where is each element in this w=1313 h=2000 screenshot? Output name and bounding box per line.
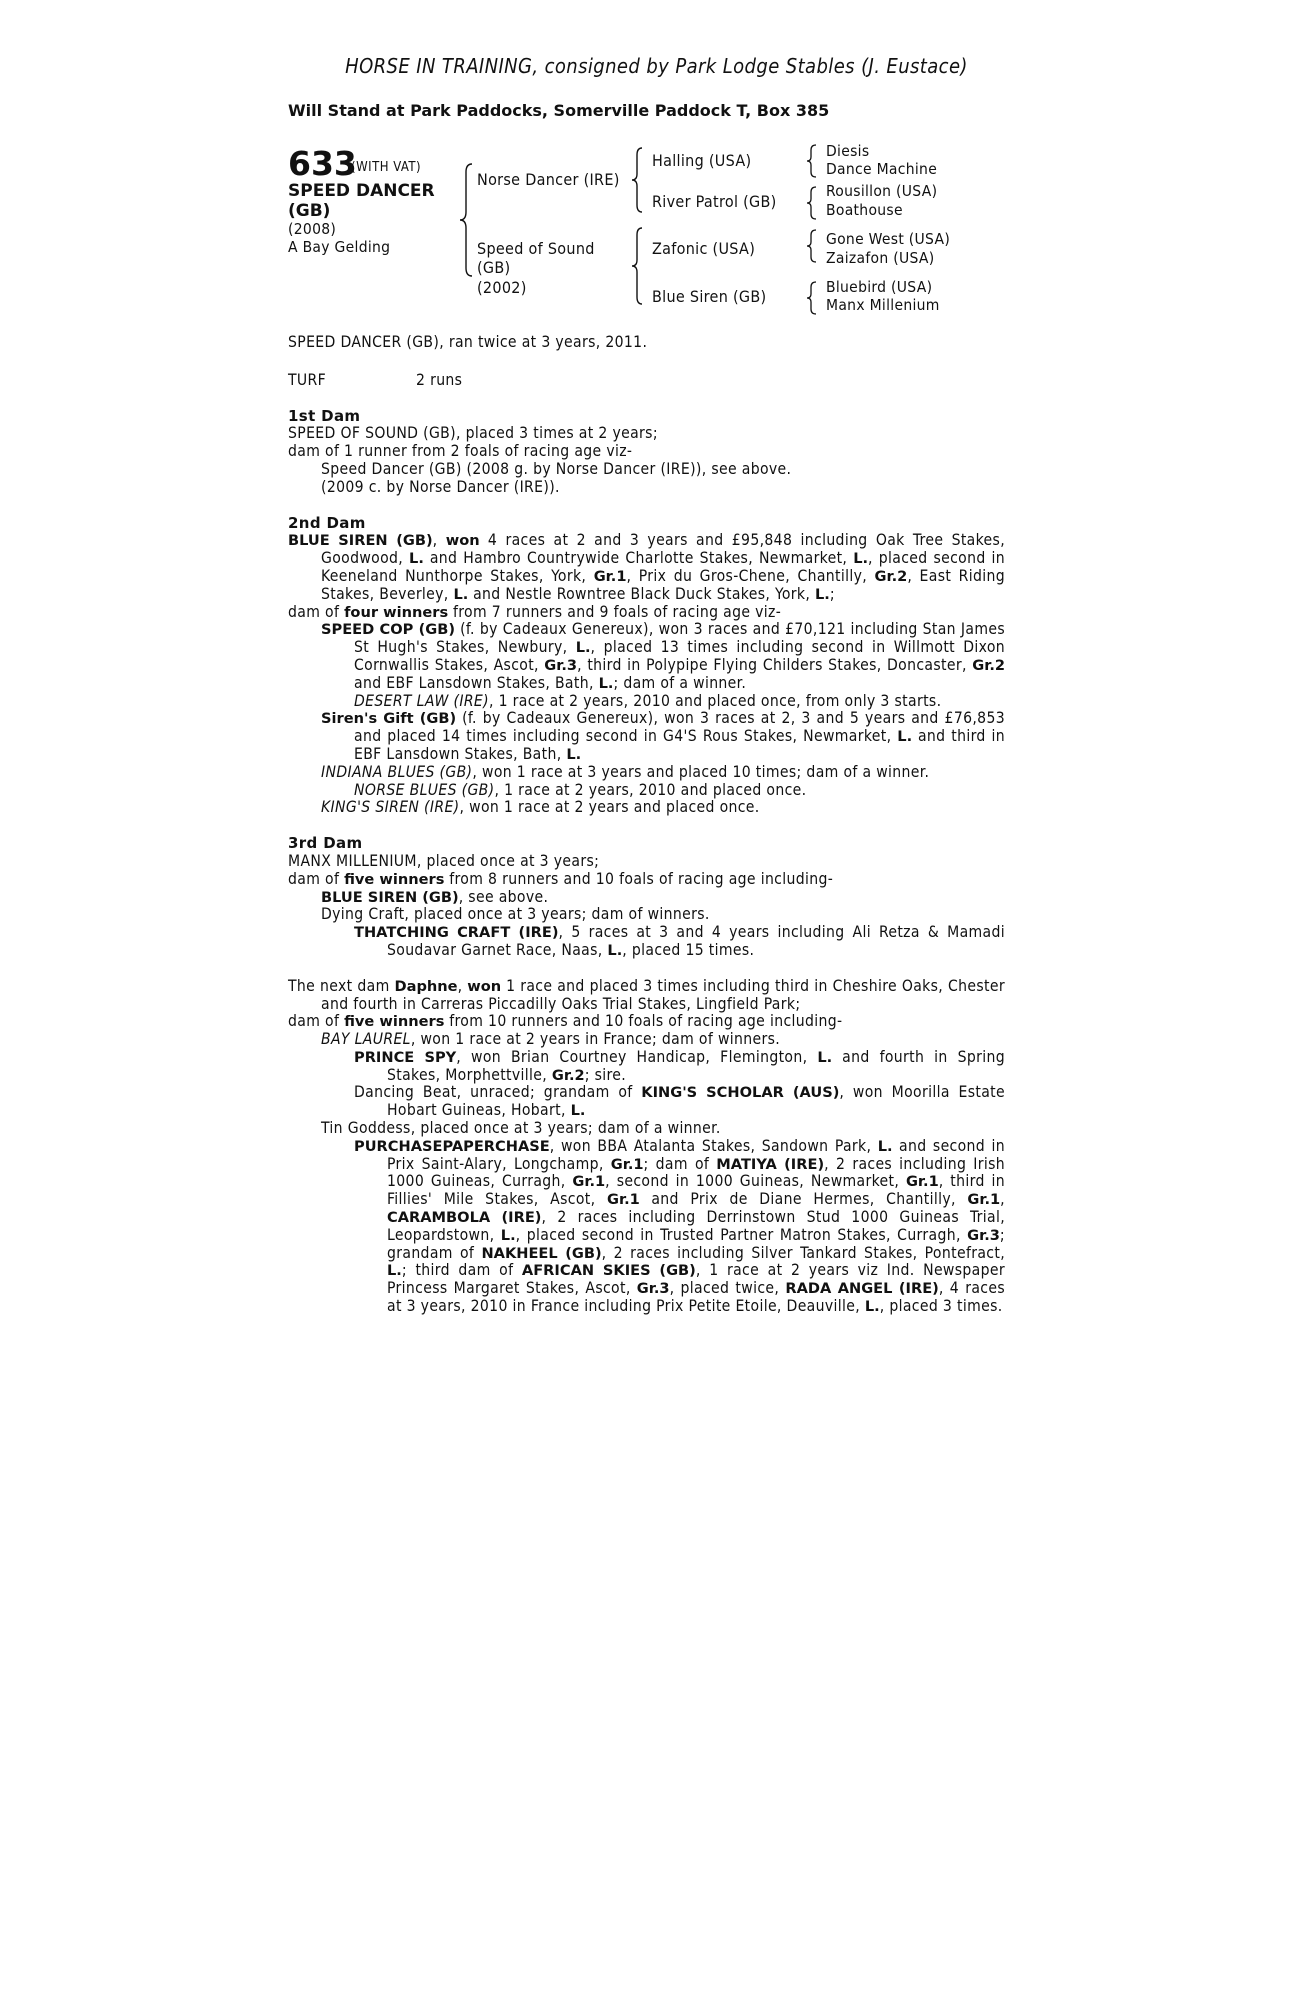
text: dam of (288, 602, 340, 621)
listed-mark: L. (566, 745, 582, 763)
text: ; (829, 584, 835, 603)
text: , 4 races at 3 years, 2010 in France including Prix Petite Etoile, Deauville, (387, 1279, 1005, 1316)
horse-name: SPEED DANCER (288, 181, 435, 201)
group2-mark: Gr.2 (972, 656, 1006, 674)
listed-mark: L. (607, 941, 623, 959)
listed-mark: L. (575, 639, 591, 657)
text: , 1 race at 2 years, 2010 and placed once. (494, 780, 807, 799)
group1-mark: Gr.1 (606, 1191, 640, 1209)
text: , 5 races at 3 and 4 years including Ali Retza & Mamadi Soudavar Garnet Race, Naas, (387, 923, 1005, 959)
produce-tin-goddess: Tin Goddess, placed once at 3 years; dam of a winner. (321, 1119, 721, 1138)
first-dam-heading: 1st Dam (288, 406, 361, 425)
text: , won Moorilla Estate Hobart Guineas, Hobart, (387, 1083, 1005, 1120)
text: and Hambro Countrywide Charlotte Stakes, Newmarket, (429, 549, 848, 568)
pedigree-dam-year: (2002) (477, 278, 527, 297)
text: and third in EBF Lansdown Stakes, Bath, (354, 727, 1005, 763)
listed-mark: L. (864, 1298, 880, 1316)
pedigree-sire-sire: Halling (USA) (652, 151, 752, 170)
pedigree-dam-country: (GB) (477, 258, 511, 277)
produce-dying-craft: Dying Craft, placed once at 3 years; dam of winners. (321, 905, 710, 924)
pedigree-brace-main (458, 160, 478, 280)
text: from 10 runners and 10 foals of racing age including- (449, 1012, 843, 1031)
produce-norse-blues (288, 782, 1005, 800)
produce-name: NAKHEEL (GB) (481, 1244, 602, 1262)
pedigree-ggs4a: Bluebird (USA) (826, 278, 933, 296)
first-dam-produce1: Speed Dancer (GB) (2008 g. by Norse Dancer (IRE)), see above. (321, 459, 792, 478)
text: , Prix du Gros-Chene, Chantilly, (626, 566, 868, 585)
runs-count: 2 runs (416, 370, 463, 389)
horse-description: A Bay Gelding (288, 238, 391, 256)
produce-name: KING'S SCHOLAR (AUS) (641, 1084, 840, 1102)
pedigree-ggs1b: Dance Machine (826, 160, 938, 178)
text: , won 1 race at 2 years in France; dam of winners. (410, 1030, 781, 1049)
group3-mark: Gr.3 (636, 1280, 670, 1298)
text: , third in Polypipe Flying Childers Stakes, Doncaster, (577, 655, 967, 674)
produce-kings-siren (288, 799, 1005, 817)
pedigree-sire-dam: River Patrol (GB) (652, 192, 777, 211)
produce-name: MATIYA (IRE) (716, 1155, 825, 1173)
text: , won 1 race at 2 years and placed once. (459, 798, 760, 817)
text: dam of (288, 1012, 340, 1031)
group2-mark: Gr.2 (874, 567, 908, 585)
listed-mark: L. (877, 1137, 893, 1155)
surface-label: TURF (288, 370, 327, 389)
produce-name: CARAMBOLA (IRE) (387, 1209, 542, 1227)
vat-note: (WITH VAT) (351, 160, 422, 175)
produce-name: NORSE BLUES (GB) (354, 780, 495, 799)
third-dam-heading: 3rd Dam (288, 834, 363, 853)
produce-name: THATCHING CRAFT (IRE) (354, 924, 559, 942)
text: , 2 races including Irish 1000 Guineas, Curragh, (387, 1154, 1006, 1191)
catalogue-body (288, 334, 1005, 1316)
text: , won BBA Atalanta Stakes, Sandown Park, (549, 1136, 872, 1155)
listed-mark: L. (453, 585, 469, 603)
text: 1 race and placed 3 times including third in Cheshire Oaks, Chester and fourth in Carreras Piccadilly Oaks Trial Stakes, Lingfield Park; (321, 976, 1005, 1013)
produce-dancing-beat (288, 1084, 1005, 1120)
page-title: HORSE IN TRAINING, consigned by Park Lodge Stables (J. Eustace) (345, 54, 968, 78)
group1-mark: Gr.1 (967, 1191, 1001, 1209)
produce-desert-law (288, 693, 1005, 711)
group1-mark: Gr.1 (905, 1173, 939, 1191)
text: , East Riding Stakes, Beverley, (321, 566, 1006, 603)
text: ; grandam of (387, 1225, 1005, 1262)
group1-mark: Gr.1 (572, 1173, 606, 1191)
pedigree-ggs2b: Boathouse (826, 201, 903, 219)
text: , won Brian Courtney Handicap, Flemington, (456, 1047, 808, 1066)
listed-mark: L. (817, 1048, 833, 1066)
produce-name: DESERT LAW (IRE) (354, 691, 489, 710)
first-dam-line2: dam of 1 runner from 2 foals of racing age viz- (288, 442, 633, 461)
pedigree-brace-sire (630, 146, 646, 216)
text: and Prix de Diane Hermes, Chantilly, (651, 1190, 956, 1209)
listed-mark: L. (814, 585, 830, 603)
lot-number: 633 (288, 144, 357, 183)
race-record-summary: SPEED DANCER (GB), ran twice at 3 years, 2011. (288, 333, 648, 351)
produce-speed-cop (288, 621, 1005, 692)
winners-count: four winners (344, 603, 449, 621)
text: 4 races at 2 and 3 years and £95,848 including Oak Tree Stakes, Goodwood, (321, 531, 1005, 568)
text: from 8 runners and 10 foals of racing age including- (449, 869, 834, 888)
group1-mark: Gr.1 (593, 567, 627, 585)
first-dam-line1: SPEED OF SOUND (GB), placed 3 times at 2 years; (288, 424, 658, 443)
next-dam-name: Daphne (394, 977, 458, 995)
listed-mark: L. (500, 1226, 516, 1244)
next-dam-record: The next dam Daphne, won 1 race and placed 3 times including third in Cheshire Oaks, Chester and fourth in Carreras Piccadilly Oaks Trial Stakes, Lingfield Park; (288, 976, 1005, 1013)
pedigree-brace-gs2 (805, 228, 819, 264)
second-dam-name: BLUE SIREN (GB) (288, 532, 433, 550)
produce-name: SPEED COP (GB) (321, 621, 456, 639)
second-dam-produce-summary (288, 604, 1005, 622)
pedigree-sire: Norse Dancer (IRE) (477, 170, 620, 189)
group3-mark: Gr.3 (967, 1226, 1000, 1244)
pedigree-brace-gd2 (805, 280, 819, 316)
group2-mark: Gr.2 (551, 1066, 585, 1084)
third-dam-produce-summary (288, 871, 1005, 889)
text: The next dam (288, 976, 390, 995)
produce-prince-spy (288, 1049, 1005, 1085)
pedigree-dam-sire: Zafonic (USA) (652, 239, 756, 258)
text: , 1 race at 2 years, 2010 and placed once, from only 3 starts. (488, 691, 942, 710)
text: , placed 15 times. (622, 940, 755, 959)
text: (f. by Cadeaux Genereux), won 3 races at 2, 3 and 5 years and £76,853 and placed 14 times including second in G4'S Rous Stakes, Newmarket, (354, 709, 1005, 746)
text: , 1 race at 2 years viz Ind. Newspaper Princess Margaret Stakes, Ascot, (387, 1261, 1005, 1298)
produce-purchasepaperchase: PURCHASEPAPERCHASE, won BBA Atalanta Stakes, Sandown Park, L. and second in Prix Saint-Alary, Longchamp, Gr.1; dam of MATIYA (IRE), 2 races including Irish 1000 Guineas, Curragh, Gr.1, second in 1000 Guineas, Newmarket, Gr.1, third in Fillies' Mile Stakes, Ascot, Gr.1 and Prix de Diane Hermes, Chantilly, Gr.1, CARAMBOLA (IRE), 2 races including Derrinstown Stud 1000 Guineas Trial, Leopardstown, L., placed second in Trusted Partner Matron Stakes, Curragh, Gr.3; grandam of NAKHEEL (GB), 2 races including Silver Tankard Stakes, Pontefract, L.; third dam of AFRICAN SKIES (GB), 1 race at 2 years viz Ind. Newspaper Princess Margaret Stakes, Ascot, Gr.3, placed twice, RADA ANGEL (IRE), 4 races at 3 years, 2010 in France including Prix Petite Etoile, Deauville, L., placed 3 times. (354, 1136, 1006, 1316)
text: from 7 runners and 9 foals of racing age viz- (452, 602, 782, 621)
winners-count: five winners (344, 870, 445, 888)
produce-thatching-craft (288, 924, 1005, 960)
produce-name: Siren's Gift (GB) (321, 710, 457, 728)
text: and second in Prix Saint-Alary, Longchamp, (387, 1136, 1005, 1173)
text: , placed twice, (669, 1279, 780, 1298)
text: and EBF Lansdown Stakes, Bath, (354, 673, 594, 692)
text: , placed 13 times including second in Willmott Dixon Cornwallis Stakes, Ascot, (354, 638, 1005, 674)
text: , won 1 race at 3 years and placed 10 times; dam of a winner. (472, 762, 930, 781)
pedigree-brace-gd1 (805, 185, 819, 221)
text: , second in 1000 Guineas, Newmarket, (605, 1172, 900, 1191)
group1-mark: Gr.1 (610, 1155, 644, 1173)
text: , placed 3 times. (879, 1297, 1003, 1316)
produce-name: INDIANA BLUES (GB) (321, 762, 473, 781)
text: , placed second in Keeneland Nunthorpe Stakes, York, (321, 549, 1006, 585)
pedigree-ggs4b: Manx Millenium (826, 296, 940, 314)
race-record-turf (288, 372, 1005, 390)
pedigree-ggs3a: Gone West (USA) (826, 230, 951, 248)
text: , placed second in Trusted Partner Matron Stakes, Curragh, (515, 1225, 961, 1244)
next-dam-produce-summary (288, 1013, 1005, 1031)
listed-mark: L. (897, 728, 913, 746)
pedigree-brace-dam (630, 226, 646, 308)
text: and Nestle Rowntree Black Duck Stakes, York, (473, 584, 811, 603)
produce-name: BLUE SIREN (GB) (321, 888, 459, 906)
won-label: won (445, 532, 480, 550)
produce-indiana-blues (288, 764, 1005, 782)
produce-blue-siren (288, 889, 1005, 907)
text: , 2 races including Derrinstown Stud 1000 Guineas Trial, Leopardstown, (387, 1208, 1005, 1244)
pedigree-brace-gs1 (805, 143, 819, 179)
pedigree-ggs3b: Zaizafon (USA) (826, 249, 935, 267)
text: ; dam of (643, 1154, 710, 1173)
listed-mark: L. (853, 550, 869, 568)
text: ; sire. (584, 1065, 627, 1084)
produce-name: PRINCE SPY (354, 1048, 457, 1066)
text: , third in Fillies' Mile Stakes, Ascot, (387, 1172, 1005, 1209)
first-dam-produce2: (2009 c. by Norse Dancer (IRE)). (321, 477, 560, 496)
second-dam-heading: 2nd Dam (288, 513, 366, 532)
produce-sirens-gift (288, 710, 1005, 763)
text: ; dam of a winner. (613, 673, 747, 692)
produce-bay-laurel (288, 1031, 1005, 1049)
stand-location: Will Stand at Park Paddocks, Somerville Paddock T, Box 385 (288, 101, 830, 120)
listed-mark: L. (598, 674, 614, 692)
text: dam of (288, 869, 340, 888)
text: (f. by Cadeaux Genereux), won 3 races and £70,121 including Stan James St Hugh's Stakes, Newbury, (354, 620, 1005, 657)
text: , see above. (458, 887, 549, 906)
group3-mark: Gr.3 (544, 656, 578, 674)
listed-mark: L. (387, 1262, 402, 1280)
produce-name: AFRICAN SKIES (GB) (521, 1262, 696, 1280)
pedigree-ggs2a: Rousillon (USA) (826, 182, 938, 200)
second-dam-record: BLUE SIREN (GB), won 4 races at 2 and 3 years and £95,848 including Oak Tree Stakes, Goodwood, L. and Hambro Countrywide Charlotte Stakes, Newmarket, L., placed second in Keeneland Nunthorpe Stakes, York, Gr.1, Prix du Gros-Chene, Chantilly, Gr.2, East Riding Stakes, Beverley, L. and Nestle Rowntree Black Duck Stakes, York, L.; (288, 531, 1006, 603)
produce-name: KING'S SIREN (IRE) (321, 798, 460, 817)
pedigree-dam: Speed of Sound (477, 239, 595, 258)
horse-name-country: (GB) (288, 201, 331, 221)
produce-name: BAY LAUREL (321, 1030, 411, 1049)
horse-year: (2008) (288, 220, 337, 238)
text: , 2 races including Silver Tankard Stakes, Pontefract, (601, 1243, 1006, 1262)
listed-mark: L. (570, 1102, 586, 1120)
pedigree-ggs1a: Diesis (826, 142, 870, 160)
won-label: won (467, 977, 502, 995)
winners-count: five winners (344, 1013, 445, 1031)
third-dam-line1: MANX MILLENIUM, placed once at 3 years; (288, 851, 600, 870)
text: and fourth in Spring Stakes, Morphettville, (387, 1047, 1005, 1084)
text: ; third dam of (401, 1261, 514, 1280)
pedigree-dam-dam: Blue Siren (GB) (652, 287, 767, 306)
produce-name: PURCHASEPAPERCHASE (354, 1137, 550, 1155)
text: Dancing Beat, unraced; grandam of (354, 1083, 633, 1102)
listed-mark: L. (409, 550, 424, 568)
produce-name: RADA ANGEL (IRE) (785, 1280, 939, 1298)
